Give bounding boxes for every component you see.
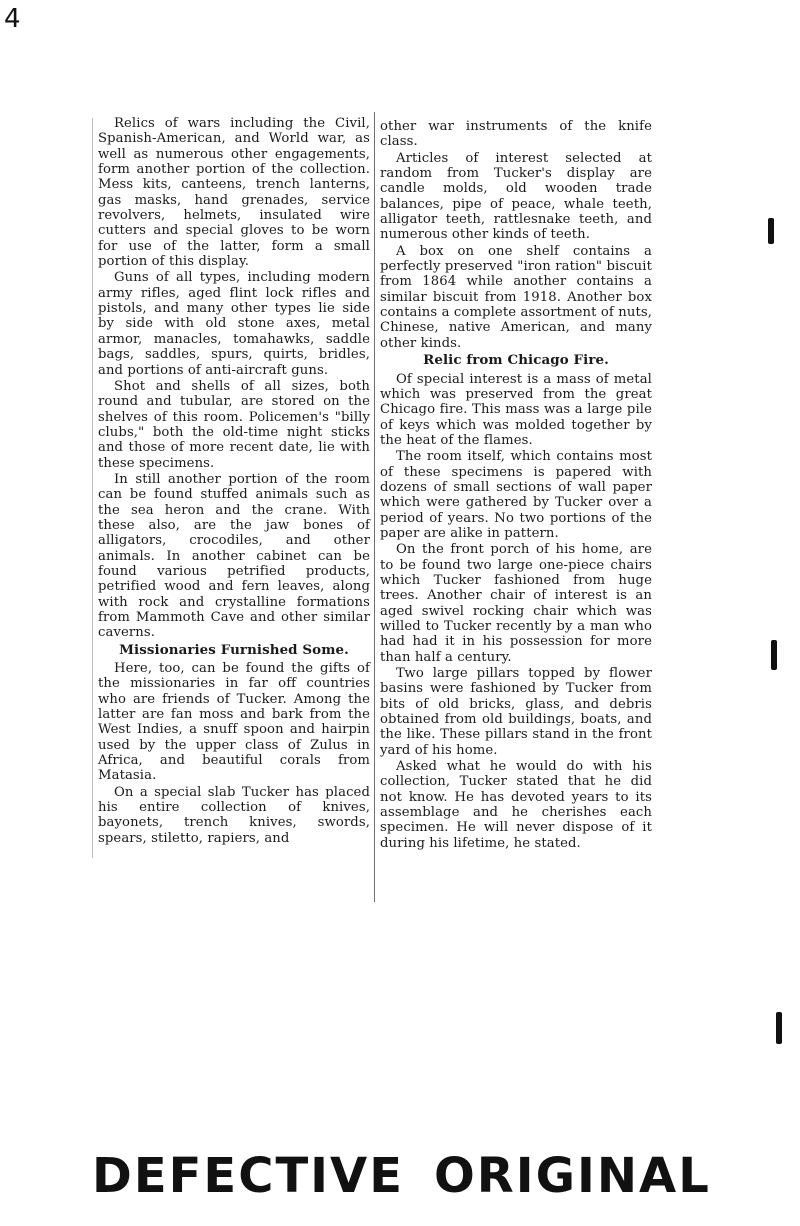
- paragraph: Guns of all types, including modern army rifles, aged flint lock rifles and pistols, and many other types lie side by side with old stone axes, metal armor, manacles, tomahawks, saddle bags, saddles, spurs, quirts, bridles, and portions of anti-aircraft guns.: [98, 270, 370, 378]
- paragraph: In still another portion of the room can be found stuffed animals such as the sea heron and the crane. With these also, are the jaw bones of alligators, crocodiles, and other animals. In another cabinet can be found various petrified products, petrified wood and fern leaves, along with rock and crystalline formations from Mammoth Cave and other similar caverns.: [98, 471, 370, 641]
- paragraph: Of special interest is a mass of metal which was preserved from the great Chicago fire. This mass was a large pile of keys which was molded together by the heat of the flames.: [380, 371, 652, 448]
- subheading: Missionaries Furnished Some.: [119, 641, 349, 658]
- clipping-edge: [92, 118, 93, 858]
- paragraph: Asked what he would do with his collection, Tucker stated that he did not know. He has devoted years to its assemblage and he cherishes each specimen. He will never dispose of it during his lifetime, he stated.: [380, 759, 652, 851]
- paragraph: Here, too, can be found the gifts of the missionaries in far off countries who are friends of Tucker. Among the latter are fan moss and bark from the West Indies, a snuff spoon and hairpin used by the upper class of Zulus in Africa, and beautiful corals from Matasia.: [98, 661, 370, 784]
- paragraph: Articles of interest selected at random from Tucker's display are candle molds, old wooden trade balances, pipe of peace, whale teeth, alligator teeth, rattlesnake teeth, and numerous other kinds of teeth.: [380, 150, 652, 243]
- paragraph: Relics of wars including the Civil, Spanish-American, and World war, as well as numerous other engagements, form another portion of the collection. Mess kits, canteens, trench lanterns, gas masks, hand grenades, service revolvers, helmets, insulated wire cutters and special gloves to be worn for use of the latter, form a small portion of this display.: [98, 116, 370, 270]
- column-divider: [374, 112, 375, 902]
- article-column-left: [98, 116, 370, 847]
- paragraph: A box on one shelf contains a perfectly preserved "iron ration" biscuit from 1864 while another contains a similar biscuit from 1918. Another box contains a complete assortment of nuts, Chinese, native American, and many other kinds.: [380, 243, 652, 351]
- article-column-right: [380, 119, 652, 852]
- paragraph: On a special slab Tucker has placed his entire collection of knives, bayonets, trench knives, swords, spears, stiletto, rapiers, and: [98, 784, 370, 846]
- edge-mark: [776, 1012, 782, 1044]
- paragraph: Two large pillars topped by flower basins were fashioned by Tucker from bits of old bricks, glass, and debris obtained from old buildings, boats, and the like. These pillars stand in the front yard of his home.: [380, 666, 652, 758]
- stamp-word-original: ORIGINAL: [433, 1148, 711, 1204]
- paragraph: Shot and shells of all sizes, both round and tubular, are stored on the shelves of this room. Policemen's "billy clubs," both the old-time night sticks and those of more recent date, lie with these specimens.: [98, 378, 370, 471]
- defective-original-stamp: [92, 1148, 711, 1204]
- stamp-word-defective: DEFECTIVE: [92, 1148, 404, 1204]
- subheading: Relic from Chicago Fire.: [423, 352, 609, 369]
- page-number: 4: [4, 4, 21, 34]
- paragraph: other war instruments of the knife class.: [380, 119, 652, 150]
- edge-mark: [768, 218, 774, 244]
- edge-mark: [771, 640, 777, 670]
- paragraph: The room itself, which contains most of these specimens is papered with dozens of small sections of wall paper which were gathered by Tucker over a period of years. No two portions of the paper are alike in pattern.: [380, 449, 652, 541]
- paragraph: On the front porch of his home, are to be found two large one-piece chairs which Tucker fashioned from huge trees. Another chair of interest is an aged swivel rocking chair which was willed to Tucker recently by a man who had had it in his possession for more than half a century.: [380, 542, 652, 665]
